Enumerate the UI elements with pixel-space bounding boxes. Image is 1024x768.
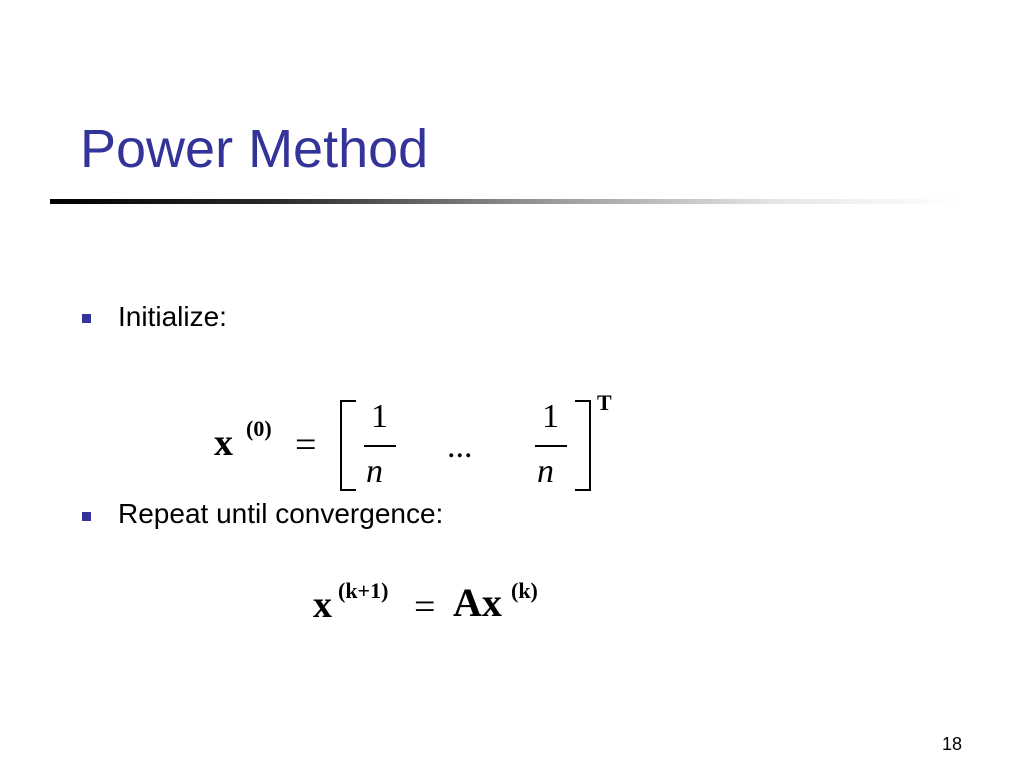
- eq1-right-bracket-vertical: [589, 400, 591, 491]
- eq1-lhs-superscript: (0): [246, 416, 272, 441]
- eq1-last-fraction-bar: [535, 445, 567, 447]
- bullet-marker: [82, 314, 91, 323]
- eq1-ellipsis: ...: [447, 428, 473, 465]
- eq1-left-bracket-bottom: [340, 489, 356, 491]
- bullet-repeat: Repeat until convergence:: [118, 498, 444, 529]
- eq1-last-numerator: 1: [542, 398, 559, 435]
- slide-title: Power Method: [80, 119, 429, 179]
- eq1-equals: =: [295, 424, 317, 466]
- eq2-equals: =: [414, 586, 436, 628]
- eq1-transpose: T: [597, 390, 612, 415]
- eq1-first-fraction-bar: [364, 445, 396, 447]
- eq2-lhs-superscript: (k+1): [338, 578, 389, 603]
- eq2-rhs-superscript: (k): [511, 578, 538, 603]
- bullet-marker: [82, 512, 91, 521]
- eq1-lhs-var: x: [214, 422, 233, 464]
- bullet-initialize: Initialize:: [118, 301, 227, 332]
- eq1-left-bracket-top: [340, 400, 356, 402]
- eq1-last-denominator: n: [537, 453, 554, 490]
- eq2-lhs-var: x: [313, 584, 332, 626]
- title-underline: [50, 199, 960, 204]
- eq1-first-numerator: 1: [371, 398, 388, 435]
- eq1-first-denominator: n: [366, 453, 383, 490]
- eq1-right-bracket-top: [575, 400, 591, 402]
- eq1-right-bracket-bottom: [575, 489, 591, 491]
- eq1-left-bracket-vertical: [340, 400, 342, 491]
- page-number: 18: [941, 734, 962, 754]
- eq2-rhs-matrix-vector: Ax: [453, 580, 502, 625]
